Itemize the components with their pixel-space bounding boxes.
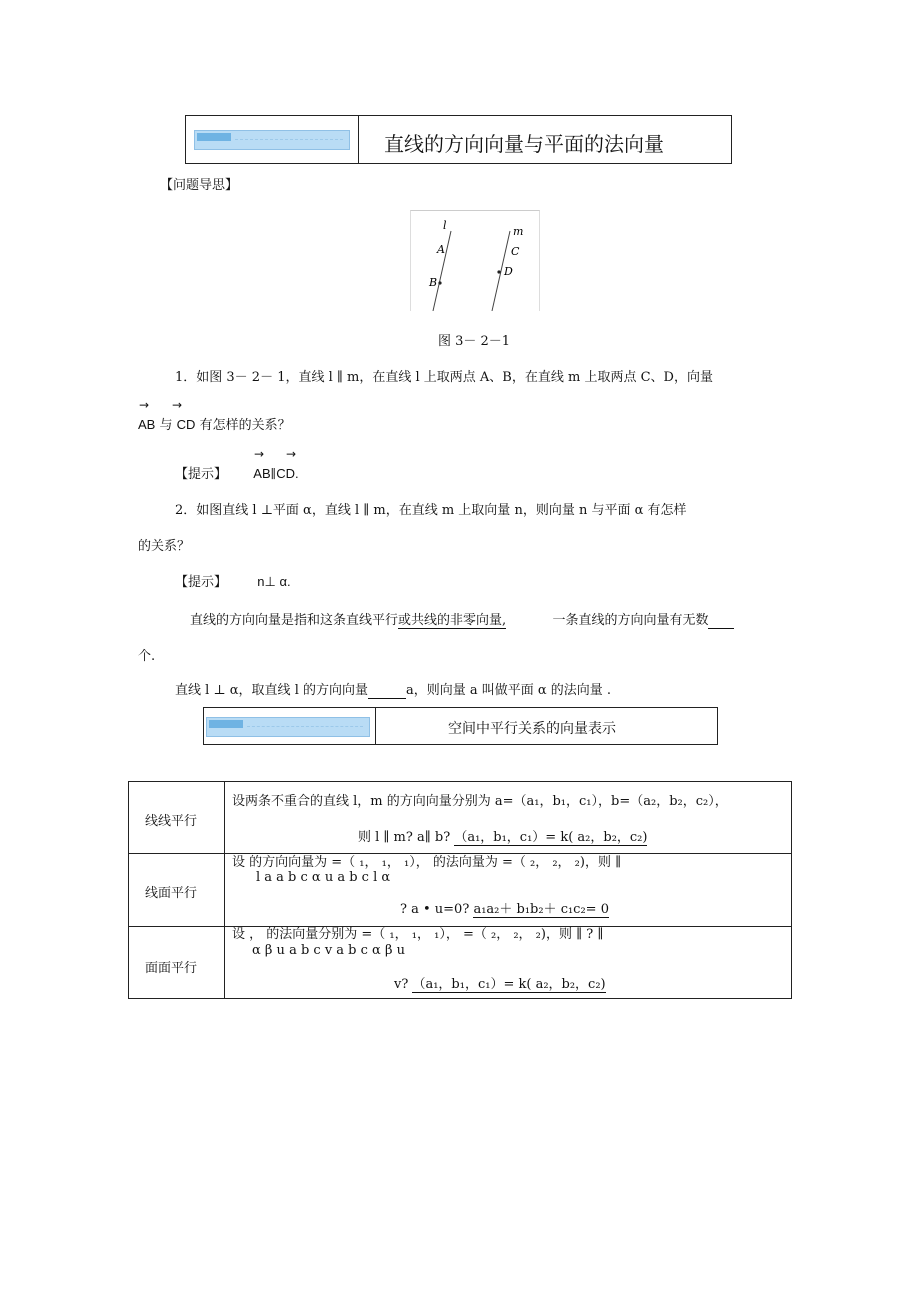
hint-text: n⊥ α. xyxy=(257,574,291,589)
hint-parallel: ∥ xyxy=(270,467,277,481)
def1-c: 一条直线的方向向量有无数 xyxy=(552,613,709,628)
section-title: 直线的方向向量与平面的法向量 xyxy=(384,132,664,156)
row3-line2: α β u a b c v a b c α β u xyxy=(252,943,405,958)
row3-ul: （a₁，b₁，c₁）= k( a₂，b₂，c₂) xyxy=(412,977,606,992)
row1-line2 xyxy=(358,826,647,845)
parallel-lines-diagram xyxy=(411,211,539,311)
row2-line3 xyxy=(400,898,609,917)
vec-arrow-icon: → xyxy=(139,398,150,412)
def1-line xyxy=(190,609,734,629)
row3-line3 xyxy=(394,973,606,992)
label-A: A xyxy=(437,243,445,256)
hint-vec-cd: CD xyxy=(276,466,295,481)
section-badge-icon xyxy=(206,717,370,737)
vec-arrow-icon: → xyxy=(254,447,265,461)
label-C: C xyxy=(511,245,520,258)
row1-pre: 则 l ∥ m? a∥ b? xyxy=(358,830,451,845)
q1-hint xyxy=(175,463,299,482)
row1-line1: 设两条不重合的直线 l，m 的方向向量分别为 a=（a₁，b₁，c₁），b=（a₂，b₂，c₂）， xyxy=(232,794,728,809)
row3-pre: v? xyxy=(394,977,409,992)
row-label-line-plane: 线面平行 xyxy=(145,886,198,901)
label-l: l xyxy=(443,219,447,232)
label-D: D xyxy=(504,265,513,278)
def2-line xyxy=(175,679,611,699)
hint-label: 【提示】 xyxy=(175,575,228,590)
section-heading-1 xyxy=(185,115,732,164)
q2-line2: 的关系？ xyxy=(138,539,191,554)
def2-b: a，则向量 a 叫做平面 α 的法向量 . xyxy=(405,683,612,698)
section2-title: 空间中平行关系的向量表示 xyxy=(448,721,616,737)
def1-b: 或共线的非零向量, xyxy=(398,613,507,628)
q1-line2 xyxy=(138,414,291,433)
vec-arrow-icon: → xyxy=(286,447,297,461)
row1-ul: （a₁，b₁，c₁）= k( a₂，b₂，c₂) xyxy=(454,830,648,845)
vec-ab: AB xyxy=(138,417,156,432)
section-heading-2 xyxy=(203,707,718,745)
row2-line2: l a a b c α u a b c l α xyxy=(256,870,391,885)
vec-cd: CD xyxy=(176,417,196,432)
figure-caption: 图 3－ 2－1 xyxy=(438,334,511,349)
vec-arrow-icon: → xyxy=(172,398,183,412)
q2-line1: 2．如图直线 l ⊥平面 α，直线 l ∥ m，在直线 m 上取向量 n，则向量 n 与平面 α 有怎样 xyxy=(175,503,687,518)
parallel-table xyxy=(128,781,792,999)
hint-end: . xyxy=(294,466,299,481)
hint-vec-ab: AB xyxy=(253,466,271,481)
def2-a: 直线 l ⊥ α，取直线 l 的方向向量 xyxy=(175,683,368,698)
guide-label: 【问题导思】 xyxy=(160,178,239,193)
q1-mid: 与 xyxy=(159,418,173,433)
row2-ul: a₁a₂＋ b₁b₂＋ c₁c₂= 0 xyxy=(473,902,609,917)
row-label-plane-plane: 面面平行 xyxy=(145,961,198,976)
section-badge-icon xyxy=(194,130,350,150)
q1-line1: 1．如图 3－ 2－ 1，直线 l ∥ m，在直线 l 上取两点 A、B，在直线 m 上取两点 C、D，向量 xyxy=(175,370,713,385)
label-B: B xyxy=(429,276,438,289)
row2-pre: ? a • u=0? xyxy=(400,902,470,917)
hint-label: 【提示】 xyxy=(175,467,228,482)
def1-a: 直线的方向向量是指和这条直线平行 xyxy=(190,613,399,628)
def1-d: 个. xyxy=(138,649,156,664)
row-label-line-line: 线线平行 xyxy=(145,814,198,829)
row3-line1: 设 ， 的法向量分别为 =（ ₁， ₁， ₁）， =（ ₂， ₂， ₂)，则 ∥ ? ∥ xyxy=(232,927,604,942)
row2-line1: 设 的方向向量为 =（ ₁， ₁， ₁）， 的法向量为 =（ ₂， ₂， ₂)，则 ∥ xyxy=(232,855,622,870)
label-m: m xyxy=(513,225,524,238)
q1-tail: 有怎样的关系？ xyxy=(199,418,291,433)
q2-hint xyxy=(175,571,291,590)
figure-lines xyxy=(410,210,540,311)
